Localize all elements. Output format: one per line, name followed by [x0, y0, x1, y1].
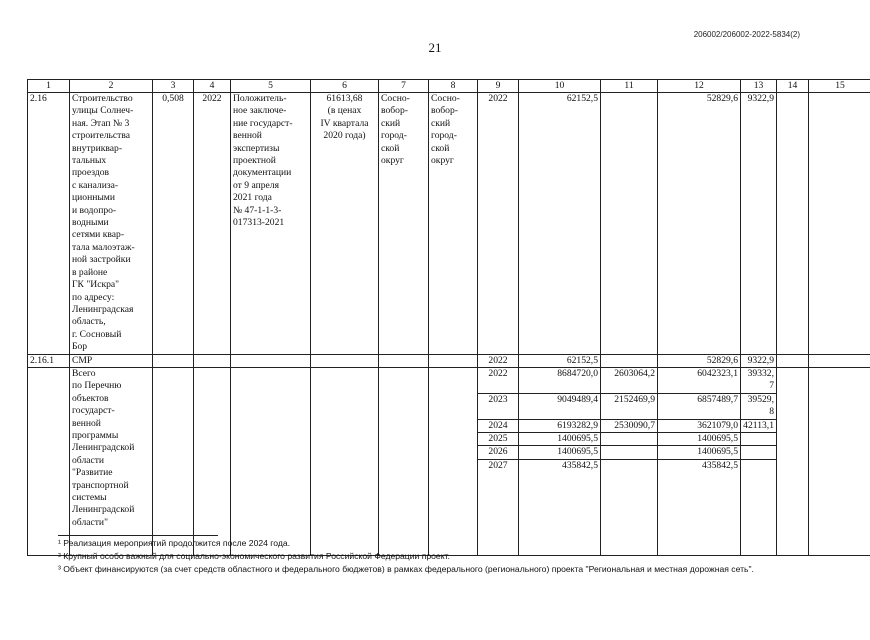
empty-cell [809, 367, 870, 393]
empty-cell [809, 446, 870, 459]
other-amount [777, 93, 809, 355]
document-id: 206002/206002-2022-5834(2) [693, 30, 800, 39]
empty-cell [194, 393, 231, 419]
total-amount: 1400695,5 [519, 446, 601, 459]
regional-amount: 52829,6 [658, 354, 741, 367]
note [809, 93, 870, 355]
empty-cell [194, 446, 231, 459]
empty-cell [379, 419, 429, 432]
total-year-row [28, 419, 870, 432]
local-amount: 9322,9 [741, 354, 777, 367]
page-number: 21 [428, 40, 442, 55]
expertise-conclusion: Положитель- ное заключе- ние государст- венной экспертизы проектной документации от 9 апреля 2021 года № 47-1-1-3- 017313-2021 [231, 93, 311, 355]
empty-cell [28, 393, 70, 419]
total-amount: 62152,5 [519, 93, 601, 355]
total-label-text: Всего по Перечню объектов государст- венной программы Ленинградской области "Развитие транспортной системы Ленинградской области" [72, 367, 135, 528]
empty-cell [231, 367, 311, 393]
federal-amount [601, 432, 658, 445]
length-km: 0,508 [153, 93, 194, 355]
empty-cell [153, 446, 194, 459]
local-amount: 39332,7 [741, 367, 777, 393]
empty-cell [429, 393, 478, 419]
empty-cell [809, 393, 870, 419]
footnote-1: ¹ Реализация мероприятий продолжится после 2024 года. [58, 538, 291, 548]
col-header: 8 [429, 80, 478, 93]
empty-cell [777, 432, 809, 445]
empty-cell [231, 432, 311, 445]
col-header: 6 [311, 80, 379, 93]
col-header: 2 [70, 80, 153, 93]
federal-amount [601, 93, 658, 355]
finance-year: 2022 [478, 354, 519, 367]
empty-cell [28, 432, 70, 445]
empty-cell [231, 393, 311, 419]
empty-cell [809, 354, 870, 367]
empty-cell [777, 354, 809, 367]
empty-cell [153, 354, 194, 367]
empty-cell [153, 419, 194, 432]
total-year-row [28, 432, 870, 445]
empty-cell [28, 446, 70, 459]
total-year-row [28, 367, 870, 393]
empty-cell [379, 432, 429, 445]
empty-cell [231, 419, 311, 432]
empty-cell [429, 446, 478, 459]
table-row-2-16-1 [28, 354, 870, 367]
empty-cell [153, 393, 194, 419]
col-header: 9 [478, 80, 519, 93]
finance-year: 2025 [478, 432, 519, 445]
customer: Сосно- вобор- ский город- ской округ [379, 93, 429, 355]
regional-amount: 6857489,7 [658, 393, 741, 419]
col-header: 4 [194, 80, 231, 93]
empty-cell [153, 367, 194, 393]
table-row-2-16 [28, 93, 870, 355]
footnotes [58, 537, 858, 577]
finance-year: 2027 [478, 459, 519, 555]
estimated-cost: 61613,68 (в ценах IV квартала 2020 года) [311, 93, 379, 355]
col-header: 10 [519, 80, 601, 93]
empty-cell [194, 419, 231, 432]
empty-cell [28, 367, 70, 393]
regional-amount: 1400695,5 [658, 432, 741, 445]
empty-cell [153, 432, 194, 445]
empty-cell [379, 446, 429, 459]
col-header: 7 [379, 80, 429, 93]
footnote-2: ² Крупный особо важный для социально-экономического развития Российской Федерации проект. [58, 551, 450, 562]
col-header: 3 [153, 80, 194, 93]
finance-year: 2022 [478, 93, 519, 355]
empty-cell [429, 354, 478, 367]
total-year-row [28, 446, 870, 459]
federal-amount: 2530090,7 [601, 419, 658, 432]
col-header: 15 [809, 80, 870, 93]
total-block [28, 367, 870, 555]
empty-cell [777, 367, 809, 393]
empty-cell [194, 367, 231, 393]
total-amount: 435842,5 [519, 459, 601, 555]
federal-amount: 2603064,2 [601, 367, 658, 393]
regional-amount: 3621079,0 [658, 419, 741, 432]
regional-amount: 6042323,1 [658, 367, 741, 393]
finance-year: 2022 [478, 367, 519, 393]
empty-cell [311, 393, 379, 419]
footnote-divider [58, 535, 218, 536]
empty-cell [194, 432, 231, 445]
col-header: 5 [231, 80, 311, 93]
row-number: 2.16 [28, 93, 70, 355]
empty-cell [311, 432, 379, 445]
empty-cell [379, 393, 429, 419]
empty-cell [311, 419, 379, 432]
regional-amount: 1400695,5 [658, 446, 741, 459]
municipality: Сосно- вобор- ский город- ской округ [429, 93, 478, 355]
program-table [27, 79, 870, 556]
empty-cell [311, 446, 379, 459]
empty-cell [231, 446, 311, 459]
total-amount: 9049489,4 [519, 393, 601, 419]
object-name: СМР [70, 354, 153, 367]
regional-amount: 435842,5 [658, 459, 741, 555]
local-amount: 9322,9 [741, 93, 777, 355]
federal-amount [601, 446, 658, 459]
regional-amount: 52829,6 [658, 93, 741, 355]
col-header: 14 [777, 80, 809, 93]
col-header: 1 [28, 80, 70, 93]
empty-cell [311, 354, 379, 367]
col-header: 11 [601, 80, 658, 93]
local-amount [741, 432, 777, 445]
object-name: Строительство улицы Солнеч- ная. Этап № 3 строительства внутриквар- тальных проездов с канализа- ционными и водопро- водными сетями квар- тала малоэтаж- ной застройки в районе ГК "Искра" по адресу: Ленинградская область, г. Сосновый Бор [70, 93, 153, 355]
empty-cell [311, 367, 379, 393]
row-number: 2.16.1 [28, 354, 70, 367]
empty-cell [194, 354, 231, 367]
year: 2022 [194, 93, 231, 355]
finance-year: 2023 [478, 393, 519, 419]
federal-amount: 2152469,9 [601, 393, 658, 419]
total-amount: 62152,5 [519, 354, 601, 367]
empty-cell [28, 419, 70, 432]
finance-year: 2024 [478, 419, 519, 432]
empty-cell [809, 419, 870, 432]
empty-cell [379, 367, 429, 393]
col-header: 13 [741, 80, 777, 93]
empty-cell [777, 419, 809, 432]
empty-cell [777, 446, 809, 459]
empty-cell [777, 393, 809, 419]
col-header: 12 [658, 80, 741, 93]
empty-cell [429, 367, 478, 393]
finance-year: 2026 [478, 446, 519, 459]
footnote-3: ³ Объект финансируются (за счет средств областного и федерального бюджетов) в рамках федерального (регионального) проекта "Региональная и местная дорожная сеть". [58, 564, 754, 575]
empty-cell [231, 354, 311, 367]
empty-cell [429, 419, 478, 432]
total-amount: 6193282,9 [519, 419, 601, 432]
empty-cell [809, 432, 870, 445]
local-amount [741, 446, 777, 459]
empty-cell [429, 432, 478, 445]
total-year-row [28, 393, 870, 419]
federal-amount [601, 354, 658, 367]
empty-cell [379, 354, 429, 367]
column-numbers-row [28, 80, 870, 93]
local-amount: 39529,8 [741, 393, 777, 419]
total-amount: 1400695,5 [519, 432, 601, 445]
local-amount: 42113,1 [741, 419, 777, 432]
total-label [70, 367, 153, 528]
total-amount: 8684720,0 [519, 367, 601, 393]
